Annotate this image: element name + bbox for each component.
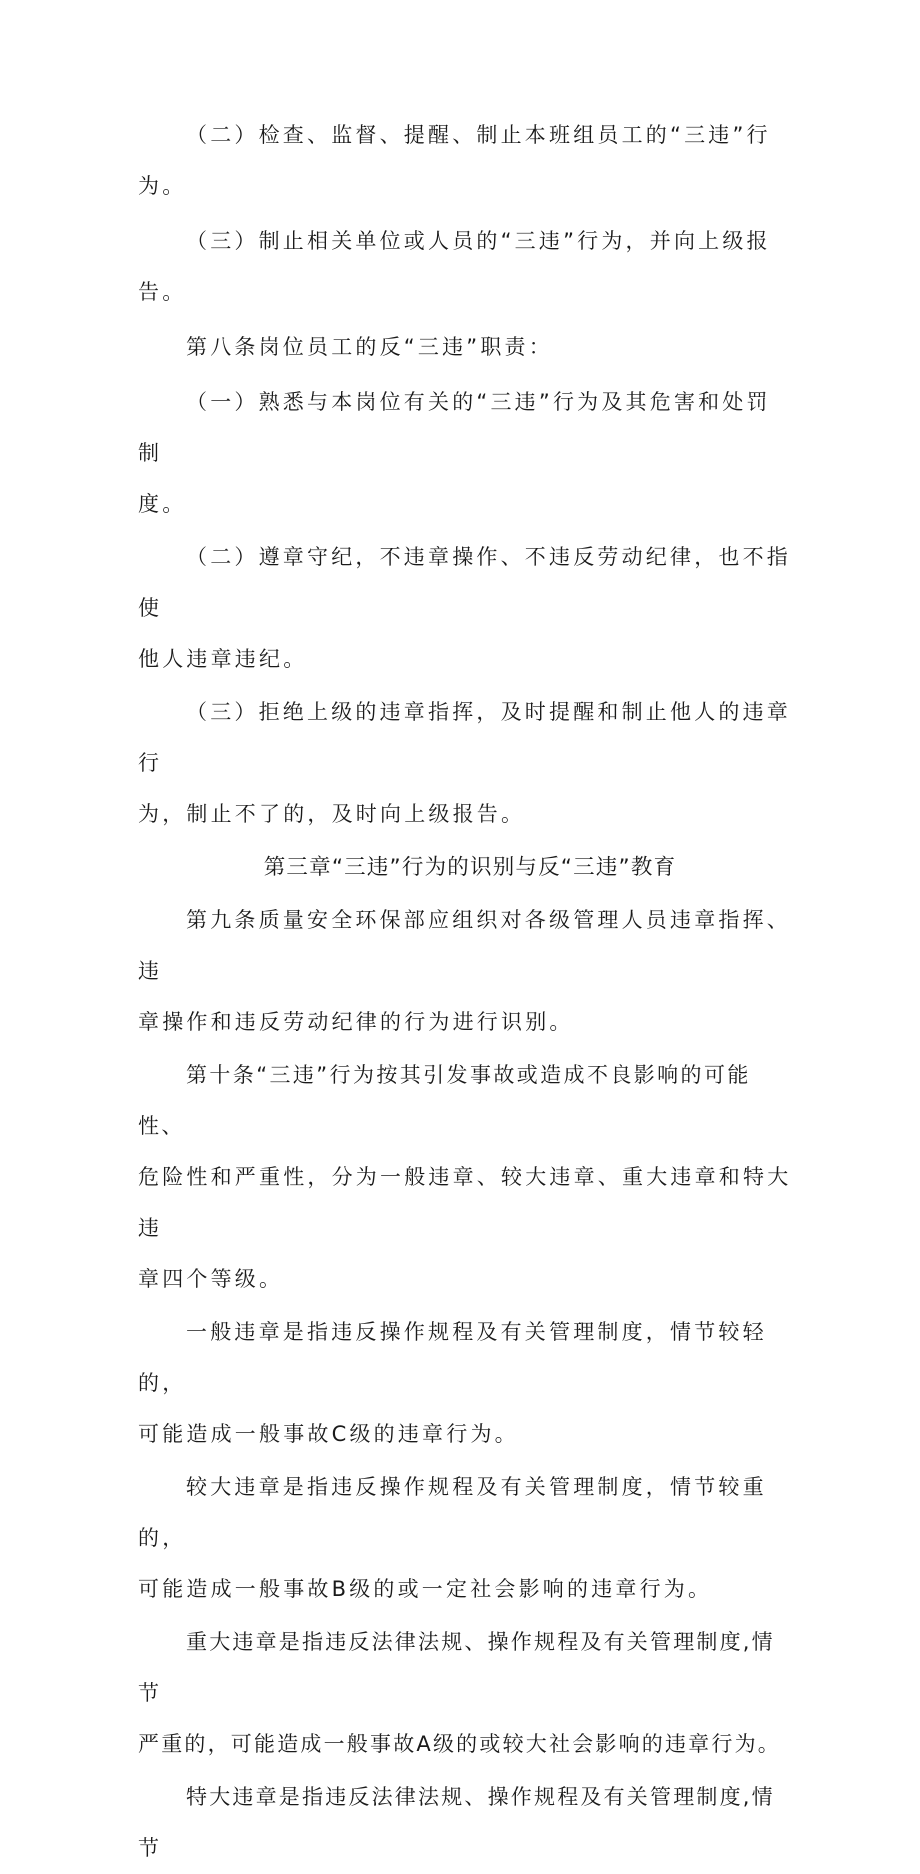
paragraph-line: （二）遵章守纪，不违章操作、不违反劳动纪律，也不指使 <box>138 545 791 620</box>
paragraph-serious-violation <box>138 1617 792 1770</box>
paragraph-line: 可能造成一般事故B级的或一定社会影响的违章行为。 <box>138 1577 713 1601</box>
paragraph-line: 较大违章是指违反操作规程及有关管理制度，情节较重的， <box>138 1475 767 1550</box>
chapter-heading: 第三章“三违”行为的识别与反“三违”教育 <box>263 855 677 880</box>
paragraph-team-duty-2: （二）检查、监督、提醒、制止本班组员工的“三违”行为。 <box>138 123 771 198</box>
paragraph-line: 第十条“三违”行为按其引发事故或造成不良影响的可能性、 <box>138 1063 751 1138</box>
paragraph-extra-violation <box>138 1772 792 1874</box>
paragraph-line: （三）拒绝上级的违章指挥，及时提醒和制止他人的违章行 <box>138 700 791 775</box>
paragraph-line: 章操作和违反劳动纪律的行为进行识别。 <box>138 1010 574 1034</box>
paragraph-line: 严重的，可能造成一般事故A级的或较大社会影响的违章行为。 <box>138 1732 781 1756</box>
paragraph-line: 他人违章违纪。 <box>138 647 308 671</box>
paragraph-general-violation <box>138 1307 792 1460</box>
paragraph-major-violation <box>138 1462 792 1615</box>
paragraph-staff-duty-1 <box>138 377 792 530</box>
paragraph-staff-duty-2 <box>138 532 792 685</box>
paragraph-line: 一般违章是指违反操作规程及有关管理制度，情节较轻的， <box>138 1320 767 1395</box>
paragraph-line: 可能造成一般事故C级的违章行为。 <box>138 1422 519 1446</box>
paragraph-line: 特大违章是指违反法律法规、操作规程及有关管理制度,情节 <box>138 1785 775 1860</box>
paragraph-staff-duty-3 <box>138 687 792 840</box>
paragraph-article-10 <box>138 1050 792 1305</box>
paragraph-team-duty-3: （三）制止相关单位或人员的“三违”行为，并向上级报告。 <box>138 229 771 304</box>
paragraph-line: 度。 <box>138 492 187 516</box>
paragraph-line: 危险性和严重性，分为一般违章、较大违章、重大违章和特大违 <box>138 1165 792 1240</box>
paragraph-article-9 <box>138 895 792 1048</box>
paragraph-line: 第九条质量安全环保部应组织对各级管理人员违章指挥、违 <box>138 908 791 983</box>
paragraph-article-8: 第八条岗位员工的反“三违”职责： <box>186 335 553 359</box>
paragraph-line: （一）熟悉与本岗位有关的“三违”行为及其危害和处罚制 <box>138 390 771 465</box>
paragraph-line: 重大违章是指违反法律法规、操作规程及有关管理制度,情节 <box>138 1630 775 1705</box>
paragraph-line: 章四个等级。 <box>138 1267 284 1291</box>
paragraph-line: 为，制止不了的，及时向上级报告。 <box>138 802 526 826</box>
